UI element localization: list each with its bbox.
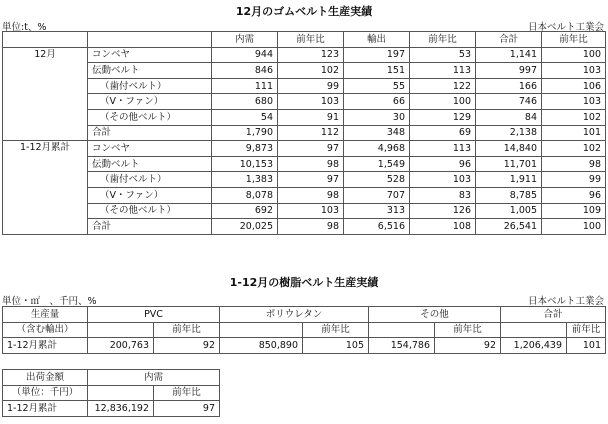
- value-cell: 26,541: [476, 219, 542, 235]
- column-header: 前年比: [278, 32, 344, 48]
- table-row: [3, 203, 606, 219]
- value-cell: 83: [410, 187, 476, 203]
- yoy-header: 前年比: [303, 322, 369, 338]
- table-row: [3, 141, 606, 157]
- value-cell: 123: [278, 47, 344, 63]
- column-header: 輸出: [344, 32, 410, 48]
- shipment-table: [2, 369, 220, 417]
- row-label: 合計: [88, 219, 212, 235]
- value-cell: 92: [435, 338, 501, 354]
- value-cell: 105: [303, 338, 369, 354]
- value-cell: 200,763: [88, 338, 154, 354]
- value-cell: 151: [344, 63, 410, 79]
- value-cell: 108: [410, 219, 476, 235]
- value-cell: 944: [212, 47, 278, 63]
- table-row: [3, 63, 606, 79]
- value-cell: 54: [212, 109, 278, 125]
- value-cell: 103: [542, 63, 606, 79]
- value-cell: 92: [154, 338, 220, 354]
- value-cell: 103: [410, 172, 476, 188]
- table-row: [3, 125, 606, 141]
- value-cell: 2,138: [476, 125, 542, 141]
- value-cell: 11,701: [476, 156, 542, 172]
- value-cell: 746: [476, 94, 542, 110]
- value-cell: 680: [212, 94, 278, 110]
- yoy-header: 前年比: [567, 322, 606, 338]
- yoy-header: 前年比: [154, 322, 220, 338]
- corner-cell: [3, 32, 88, 48]
- corner-cell: [88, 32, 212, 48]
- value-cell: 197: [344, 47, 410, 63]
- shipment-subheader: （単位：千円）: [3, 385, 88, 401]
- yoy-header: 前年比: [154, 385, 220, 401]
- value-cell: 850,890: [220, 338, 303, 354]
- col-domestic: 内需: [88, 370, 220, 386]
- row-label: （V・ファン）: [88, 187, 212, 203]
- table-row: [3, 94, 606, 110]
- empty-cell: [88, 385, 154, 401]
- value-cell: 9,873: [212, 141, 278, 157]
- value-cell: 692: [212, 203, 278, 219]
- empty-cell: [88, 322, 154, 338]
- value-cell: 20,025: [212, 219, 278, 235]
- table-row: [3, 187, 606, 203]
- value-cell: 313: [344, 203, 410, 219]
- empty-cell: [220, 322, 303, 338]
- value-cell: 126: [410, 203, 476, 219]
- value-cell: 1,383: [212, 172, 278, 188]
- value-cell: 103: [542, 94, 606, 110]
- value-cell: 113: [410, 63, 476, 79]
- value-cell: 98: [278, 156, 344, 172]
- yoy-header: 前年比: [435, 322, 501, 338]
- value-cell: 129: [410, 109, 476, 125]
- value-cell: 1,911: [476, 172, 542, 188]
- value-cell: 348: [344, 125, 410, 141]
- value-cell: 8,785: [476, 187, 542, 203]
- value-cell: 100: [542, 219, 606, 235]
- row-label: 1-12月累計: [3, 338, 88, 354]
- value-cell: 103: [278, 94, 344, 110]
- value-cell: 14,840: [476, 141, 542, 157]
- table1-title: 12月のゴムベルト生産実績: [235, 5, 373, 18]
- value-cell: 98: [278, 219, 344, 235]
- row-label: （その他ベルト）: [88, 109, 212, 125]
- col-pvc: PVC: [88, 307, 220, 323]
- table-row: [3, 156, 606, 172]
- row-label: （歯付ベルト）: [88, 172, 212, 188]
- value-cell: 4,968: [344, 141, 410, 157]
- value-cell: 98: [278, 187, 344, 203]
- value-cell: 846: [212, 63, 278, 79]
- value-cell: 102: [278, 63, 344, 79]
- table-row: [3, 109, 606, 125]
- value-cell: 112: [278, 125, 344, 141]
- production-header: 生産量: [3, 307, 88, 323]
- col-total: 合計: [501, 307, 606, 323]
- col-polyurethane: ポリウレタン: [220, 307, 369, 323]
- value-cell: 55: [344, 78, 410, 94]
- value-cell: 97: [154, 401, 220, 417]
- column-header: 前年比: [542, 32, 606, 48]
- value-cell: 84: [476, 109, 542, 125]
- row-label: （その他ベルト）: [88, 203, 212, 219]
- rubber-belt-table: [2, 31, 606, 235]
- column-header: 合計: [476, 32, 542, 48]
- value-cell: 122: [410, 78, 476, 94]
- empty-cell: [501, 322, 567, 338]
- value-cell: 1,141: [476, 47, 542, 63]
- value-cell: 10,153: [212, 156, 278, 172]
- table2-unit: 単位・㎡ 、千円、%: [2, 296, 97, 307]
- value-cell: 102: [542, 109, 606, 125]
- row-label: コンベヤ: [88, 47, 212, 63]
- value-cell: 96: [410, 156, 476, 172]
- table-row: [3, 219, 606, 235]
- value-cell: 113: [410, 141, 476, 157]
- value-cell: 1,005: [476, 203, 542, 219]
- table-row: [3, 78, 606, 94]
- value-cell: 997: [476, 63, 542, 79]
- value-cell: 1,549: [344, 156, 410, 172]
- value-cell: 707: [344, 187, 410, 203]
- table-row: [3, 47, 606, 63]
- table1-unit: 単位:t、%: [2, 22, 47, 33]
- group-label: 1-12月累計: [3, 141, 88, 235]
- value-cell: 99: [278, 78, 344, 94]
- row-label: （歯付ベルト）: [88, 78, 212, 94]
- value-cell: 6,516: [344, 219, 410, 235]
- table2-title: 1-12月の樹脂ベルト生産実績: [229, 276, 379, 289]
- value-cell: 100: [410, 94, 476, 110]
- value-cell: 166: [476, 78, 542, 94]
- col-other: その他: [369, 307, 501, 323]
- value-cell: 97: [278, 172, 344, 188]
- value-cell: 101: [567, 338, 606, 354]
- value-cell: 12,836,192: [88, 401, 154, 417]
- column-header: 内需: [212, 32, 278, 48]
- table1-org: 日本ベルト工業会: [527, 22, 604, 33]
- row-label: コンベヤ: [88, 141, 212, 157]
- table2-org: 日本ベルト工業会: [527, 296, 604, 307]
- value-cell: 103: [278, 203, 344, 219]
- row-label: （V・ファン）: [88, 94, 212, 110]
- value-cell: 91: [278, 109, 344, 125]
- value-cell: 98: [542, 156, 606, 172]
- value-cell: 1,206,439: [501, 338, 567, 354]
- value-cell: 102: [542, 141, 606, 157]
- value-cell: 528: [344, 172, 410, 188]
- value-cell: 154,786: [369, 338, 435, 354]
- production-subheader: （含む輸出）: [3, 322, 88, 338]
- group-label: 12月: [3, 47, 88, 141]
- row-label: 伝動ベルト: [88, 63, 212, 79]
- value-cell: 99: [542, 172, 606, 188]
- shipment-header: 出荷金額: [3, 370, 88, 386]
- value-cell: 8,078: [212, 187, 278, 203]
- value-cell: 109: [542, 203, 606, 219]
- empty-cell: [369, 322, 435, 338]
- table-row: [3, 172, 606, 188]
- value-cell: 106: [542, 78, 606, 94]
- value-cell: 30: [344, 109, 410, 125]
- value-cell: 101: [542, 125, 606, 141]
- value-cell: 1,790: [212, 125, 278, 141]
- value-cell: 53: [410, 47, 476, 63]
- header-row: [3, 32, 606, 48]
- value-cell: 111: [212, 78, 278, 94]
- row-label: 合計: [88, 125, 212, 141]
- row-label: 1-12月累計: [3, 401, 88, 417]
- resin-belt-table: [2, 306, 606, 354]
- value-cell: 66: [344, 94, 410, 110]
- value-cell: 69: [410, 125, 476, 141]
- row-label: 伝動ベルト: [88, 156, 212, 172]
- value-cell: 96: [542, 187, 606, 203]
- column-header: 前年比: [410, 32, 476, 48]
- value-cell: 100: [542, 47, 606, 63]
- value-cell: 97: [278, 141, 344, 157]
